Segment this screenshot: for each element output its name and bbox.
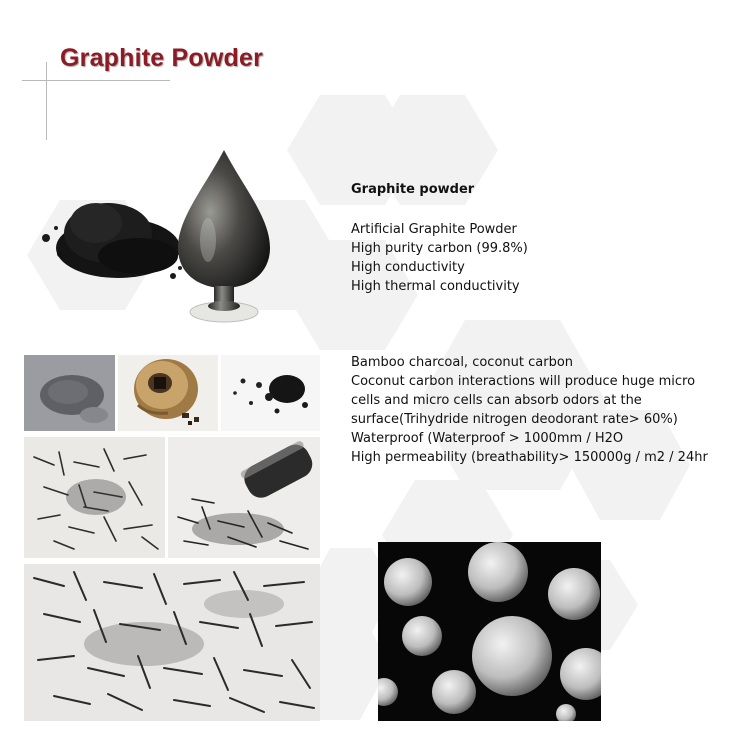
graphite-vial-image — [168, 437, 320, 558]
feature-item: High thermal conductivity — [351, 279, 520, 294]
feature-item: Artificial Graphite Powder — [351, 222, 517, 237]
coconut-shell-image — [118, 355, 218, 431]
feature-list — [351, 220, 528, 296]
description-line: Bamboo charcoal, coconut carbon — [351, 355, 574, 370]
charcoal-granules-image — [221, 355, 320, 431]
powder-pile-icon — [38, 178, 186, 288]
vial-icon — [168, 437, 320, 558]
feature-item: High purity carbon (99.8%) — [351, 241, 528, 256]
graphite-flakes-image — [24, 564, 320, 721]
microsphere-sem-image — [378, 542, 601, 721]
description-line: cells and micro cells can absorb odors at the — [351, 393, 642, 408]
powder-dish-icon — [24, 355, 115, 431]
description-line: surface(Trihydride nitrogen deodorant rate> 60%) — [351, 412, 678, 427]
graphite-crucible-image — [172, 148, 276, 330]
corner-line-vertical — [46, 62, 47, 140]
graphite-powder-pile-image — [38, 178, 186, 288]
description-line: Waterproof (Waterproof > 1000mm / H2O — [351, 431, 624, 446]
fibers-icon — [24, 437, 165, 558]
feature-item: High conductivity — [351, 260, 465, 275]
description-block — [351, 353, 708, 467]
microspheres-icon — [378, 542, 601, 721]
page-title: Graphite Powder — [60, 44, 264, 72]
description-line: High permeability (breathability> 150000g / m2 / 24hr — [351, 450, 708, 465]
corner-line-horizontal — [22, 80, 170, 81]
description-line: Coconut carbon interactions will produce huge micro — [351, 374, 696, 389]
grey-powder-dish-image — [24, 355, 115, 431]
section-heading: Graphite powder — [351, 182, 475, 197]
teardrop-crucible-icon — [172, 148, 276, 330]
coconut-shell-icon — [118, 355, 218, 431]
graphite-fibers-image — [24, 437, 165, 558]
flakes-icon — [24, 564, 320, 721]
granules-icon — [221, 355, 320, 431]
